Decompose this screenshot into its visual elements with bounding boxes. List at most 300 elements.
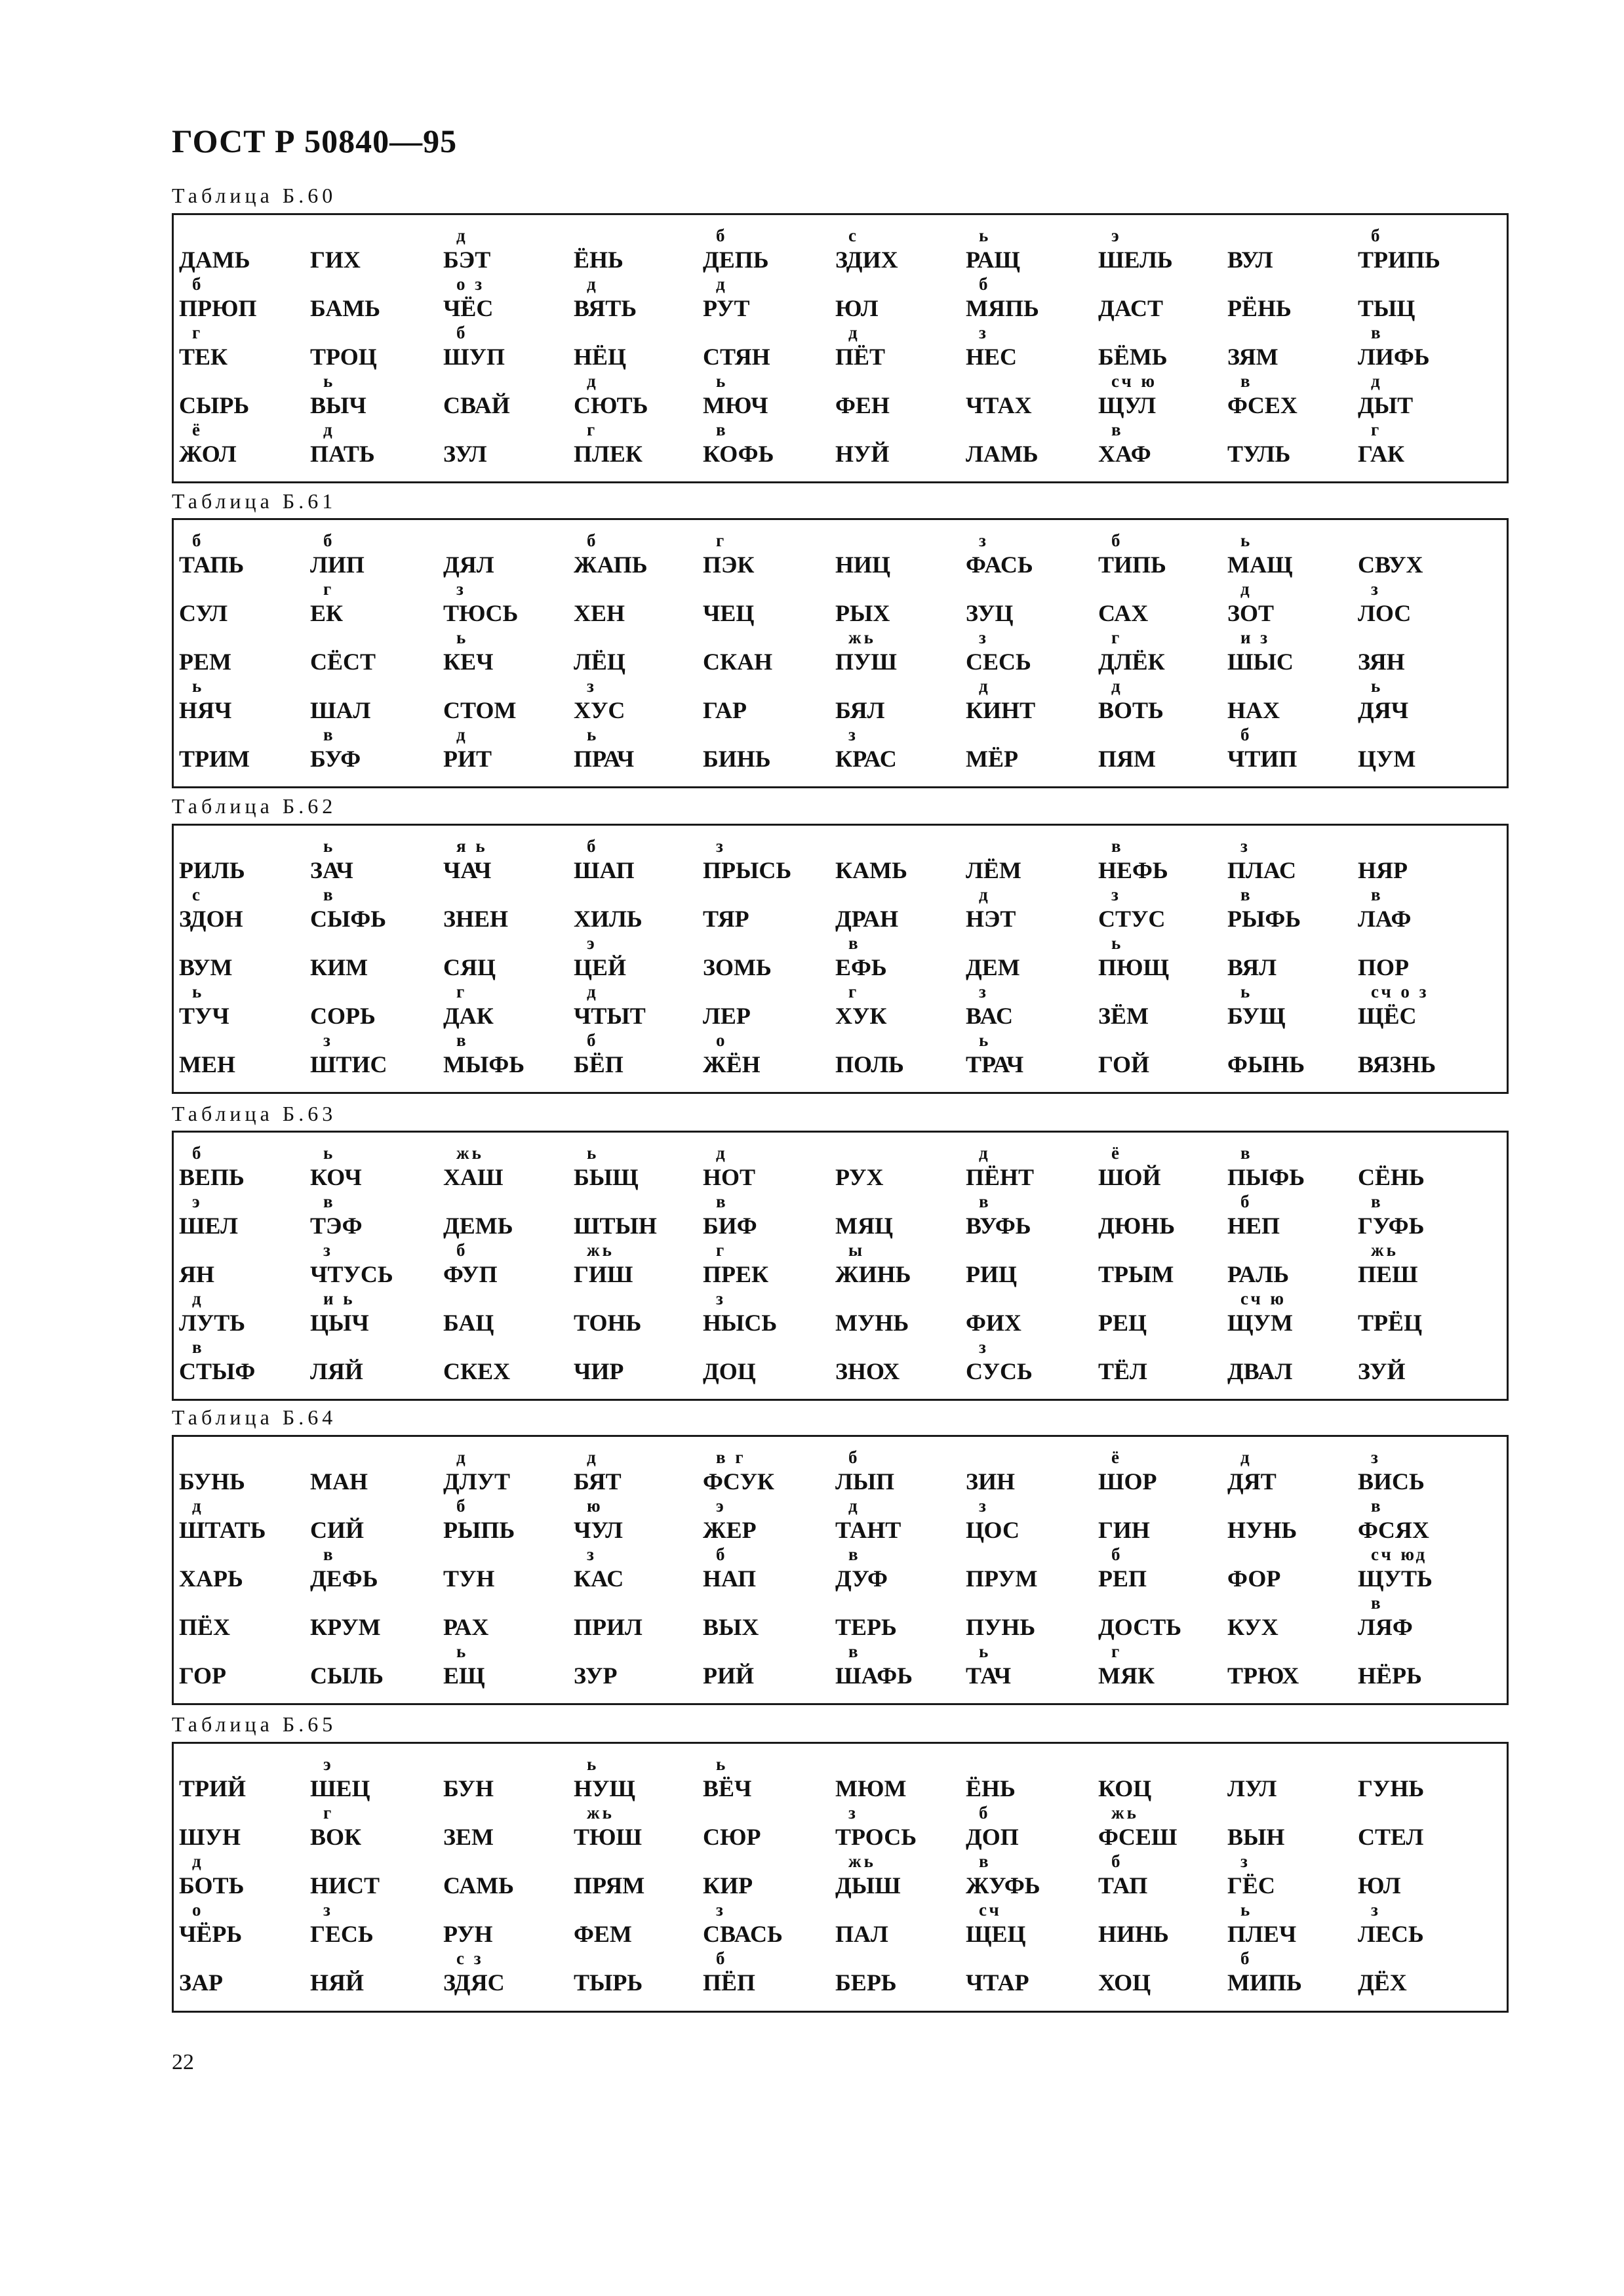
table-cell [179,1594,310,1643]
variant-letters: з [587,1544,597,1564]
table-cell [310,886,441,935]
test-word: ДЕМ [966,954,1020,980]
variant-letters: в [456,1030,469,1050]
variant-letters: д [323,420,335,439]
test-word: ЩЁС [1358,1003,1417,1029]
table-cell [443,324,574,373]
test-word: БЕРЬ [835,1969,897,1996]
table-cell [966,1193,1097,1241]
table-cell [1098,275,1229,324]
table-cell [703,837,834,886]
table-cell [835,629,966,677]
word-table [172,824,1509,1094]
variant-letters: з [979,1496,989,1516]
table-cell [1098,421,1229,470]
variant-letters: б [1240,1948,1252,1968]
test-word: РЕЦ [1098,1310,1147,1336]
test-word: ЗОТ [1227,600,1275,626]
variant-letters: в [1240,371,1253,391]
test-word: ПЛАС [1227,857,1297,883]
table-cell [966,324,1097,373]
variant-letters: ь [1240,982,1253,1001]
test-word: ПРЮП [179,295,257,321]
table-cell [1227,1339,1358,1387]
test-word: ВЫН [1227,1824,1285,1850]
test-word: БЫЩ [574,1164,639,1190]
table-cell [703,983,834,1032]
table-cell [574,1241,705,1290]
variant-letters: и ь [323,1289,355,1308]
table-cell [310,580,441,629]
test-word: СУЛ [179,600,228,626]
test-word: ПЮЩ [1098,954,1170,980]
test-word: ТРИПЬ [1358,247,1440,273]
test-word: РИТ [443,746,492,772]
table-cell [966,1290,1097,1339]
table-cell [703,580,834,629]
variant-letters: г [192,323,203,342]
table-cell [703,421,834,470]
test-word: МЮМ [835,1775,907,1802]
test-word: БЭТ [443,247,491,273]
table-cell [1098,726,1229,775]
test-word: ДОСТЬ [1098,1614,1182,1640]
table-cell [966,1804,1097,1853]
table-cell [1098,1643,1229,1691]
test-word: НАП [703,1565,757,1592]
test-word: ПРИЛ [574,1614,643,1640]
test-word: КОЦ [1098,1775,1152,1802]
table-cell [1358,1804,1489,1853]
table-cell [966,837,1097,886]
variant-letters: в [716,1192,728,1211]
table-cell [443,1144,574,1193]
test-word: ФЕМ [574,1921,632,1947]
table-cell [574,1756,705,1804]
test-word: ВУЛ [1227,247,1273,273]
table-cell [703,1853,834,1901]
variant-letters: з [323,1900,333,1920]
variant-letters: в [192,1337,205,1357]
variant-letters: з [1371,579,1381,599]
test-word: ФСЯХ [1358,1517,1429,1543]
test-word: ТРОСЬ [835,1824,917,1850]
test-word: РАЩ [966,247,1020,273]
test-word: МУНЬ [835,1310,909,1336]
test-word: ЗИН [966,1468,1016,1495]
variant-letters: в [323,725,336,744]
table-cell [1098,1339,1229,1387]
table-cell [1227,1193,1358,1241]
test-word: СВУХ [1358,552,1423,578]
table-cell [1358,983,1489,1032]
table-cell [310,837,441,886]
test-word: КОЧ [310,1164,362,1190]
table-cell [1098,324,1229,373]
test-word: ТУЛЬ [1227,441,1291,467]
variant-letters: з [716,1289,726,1308]
variant-letters: ё [1111,1447,1122,1467]
variant-letters: б [1111,531,1123,550]
table-cell [310,1241,441,1290]
test-word: ТАПЬ [179,552,245,578]
table-cell [966,1241,1097,1290]
table-cell [179,837,310,886]
table-cell [1227,726,1358,775]
test-word: ЩЕЦ [966,1921,1026,1947]
table-cell [1098,580,1229,629]
test-word: ТЕК [179,344,228,370]
table-cell [574,726,705,775]
variant-letters: д [456,725,468,744]
table-cell [574,1193,705,1241]
table-cell [835,1853,966,1901]
test-word: ЛЁМ [966,857,1021,883]
table-cell [179,1032,310,1080]
test-word: РЫХ [835,600,890,626]
table-cell [703,1449,834,1497]
test-word: ПРЫСЬ [703,857,792,883]
table-cell [179,1853,310,1901]
table-cell [310,1497,441,1546]
test-word: ПЕШ [1358,1261,1418,1287]
test-word: БАЦ [443,1310,494,1336]
table-cell [443,421,574,470]
table-cell [1098,1804,1229,1853]
variant-letters: в [1111,420,1124,439]
variant-letters: ь [1111,933,1124,953]
test-word: ШЫС [1227,649,1294,675]
variant-letters: ё [1111,1143,1122,1163]
test-word: ЦЕЙ [574,954,627,980]
table-cell [1358,275,1489,324]
test-word: ЗАР [179,1969,223,1996]
test-word: ТЮШ [574,1824,643,1850]
test-word: ШАП [574,857,635,883]
test-word: ЖЁН [703,1051,761,1078]
table-cell [703,1901,834,1950]
table-cell [966,1546,1097,1594]
test-word: ДЫТ [1358,392,1414,418]
table-cell [310,421,441,470]
table-cell [1227,1144,1358,1193]
variant-letters: б [848,1447,860,1467]
table-cell [1227,1241,1358,1290]
test-word: ЕФЬ [835,954,887,980]
test-word: ГИХ [310,247,361,273]
table-cell [966,629,1097,677]
table-cell [966,275,1097,324]
table-cell [179,1339,310,1387]
test-word: ДУФ [835,1565,888,1592]
variant-letters: д [979,885,991,904]
table-cell [966,532,1097,580]
test-word: ВЁЧ [703,1775,752,1802]
test-word: ЛИФЬ [1358,344,1430,370]
table-cell [1358,373,1489,421]
variant-letters: сч о з [1371,982,1429,1001]
variant-letters: я ь [456,836,488,856]
test-word: СКАН [703,649,773,675]
table-cell [1358,1756,1489,1804]
test-word: ПУШ [835,649,897,675]
table-cell [703,1804,834,1853]
table-cell [1358,324,1489,373]
table-cell [179,983,310,1032]
variant-letters: з [716,1900,726,1920]
test-word: НИЦ [835,552,891,578]
test-word: БАМЬ [310,295,381,321]
table-cell [835,532,966,580]
variant-letters: г [848,982,860,1001]
table-cell [835,1950,966,1998]
table-cell [1227,227,1358,275]
table-cell [703,1193,834,1241]
table-cell [703,373,834,421]
test-word: СТЫФ [179,1358,256,1384]
table-cell [966,886,1097,935]
variant-letters: о [716,1030,728,1050]
test-word: НИСТ [310,1872,380,1899]
table-cell [179,1144,310,1193]
test-word: ВУМ [179,954,233,980]
test-word: СВАСЬ [703,1921,783,1947]
variant-letters: з [979,982,989,1001]
test-word: КОФЬ [703,441,774,467]
table-cell [1358,1901,1489,1950]
test-word: ЧТЫТ [574,1003,646,1029]
table-cell [1098,1497,1229,1546]
test-word: НИНЬ [1098,1921,1169,1947]
variant-letters: з [979,531,989,550]
variant-letters: б [587,1030,599,1050]
table-cell [574,1950,705,1998]
test-word: СОРЬ [310,1003,376,1029]
table-cell [1098,1546,1229,1594]
test-word: НУЩ [574,1775,635,1802]
test-word: ТРЫМ [1098,1261,1174,1287]
table-cell [835,1497,966,1546]
test-word: ЗДЯС [443,1969,505,1996]
table-cell [1358,1643,1489,1691]
test-word: ЦЫЧ [310,1310,369,1336]
table-cell [310,275,441,324]
test-word: ШОР [1098,1468,1157,1495]
table-cell [1098,532,1229,580]
variant-letters: б [1240,725,1252,744]
word-table [172,518,1509,788]
test-word: ЛЫП [835,1468,895,1495]
variant-letters: ь [1371,676,1383,696]
test-word: ЩУЛ [1098,392,1157,418]
test-word: СТУС [1098,906,1166,932]
test-word: КЕЧ [443,649,494,675]
table-cell [835,1032,966,1080]
test-word: НЯЙ [310,1969,365,1996]
variant-letters: з [1240,1851,1250,1871]
table-cell [1098,1594,1229,1643]
test-word: КИНТ [966,697,1036,723]
test-word: ФАСЬ [966,552,1033,578]
variant-letters: б [192,531,204,550]
test-word: ШТИС [310,1051,387,1078]
variant-letters: д [587,371,599,391]
variant-letters: сч [979,1900,1002,1920]
variant-letters: ь [192,676,205,696]
table-cell [1227,677,1358,726]
test-word: НЁЦ [574,344,627,370]
table-cell [835,935,966,983]
variant-letters: з [587,676,597,696]
variant-letters: ь [1240,1900,1253,1920]
variant-letters: б [1111,1851,1123,1871]
test-word: ЕК [310,600,344,626]
table-cell [574,629,705,677]
test-word: ПРЕК [703,1261,769,1287]
table-cell [835,421,966,470]
table-cell [703,227,834,275]
test-word: ДОП [966,1824,1019,1850]
table-cell [966,935,1097,983]
test-word: КРУМ [310,1614,381,1640]
word-table [172,1435,1509,1705]
test-word: МЯЦ [835,1213,893,1239]
table-cell [179,1950,310,1998]
table-cell [310,373,441,421]
variant-letters: ь [587,1143,599,1163]
test-word: ЛУТЬ [179,1310,246,1336]
table-cell [574,677,705,726]
table-cell [179,1290,310,1339]
table-cell [835,677,966,726]
table-cell [835,373,966,421]
table-cell [443,983,574,1032]
test-word: ЛАФ [1358,906,1412,932]
table-cell [966,580,1097,629]
test-word: ЗУЙ [1358,1358,1406,1384]
test-word: ПЁТ [835,344,886,370]
test-word: ПРУМ [966,1565,1038,1592]
variant-letters: ь [979,226,991,245]
variant-letters: ь [716,1754,728,1774]
table-cell [310,935,441,983]
table-caption: Таблица Б.61 [172,489,337,513]
table-cell [835,1241,966,1290]
variant-letters: в [848,933,861,953]
table-cell [703,1546,834,1594]
test-word: РУТ [703,295,750,321]
test-word: БУЩ [1227,1003,1286,1029]
variant-letters: д [979,1143,991,1163]
test-word: ЁНЬ [574,247,624,273]
test-word: ШТЫН [574,1213,657,1239]
variant-letters: э [1111,226,1122,245]
test-word: ДАК [443,1003,494,1029]
table-cell [835,1449,966,1497]
test-word: ЛЯЙ [310,1358,363,1384]
test-word: ГУНЬ [1358,1775,1425,1802]
table-cell [310,1950,441,1998]
test-word: ПЁХ [179,1614,231,1640]
test-word: ХАШ [443,1164,504,1190]
table-cell [1358,1449,1489,1497]
test-word: КРАС [835,746,897,772]
table-cell [574,324,705,373]
test-word: РЫПЬ [443,1517,515,1543]
test-word: ВЯТЬ [574,295,637,321]
table-cell [703,726,834,775]
table-cell [179,1756,310,1804]
table-cell [1098,1241,1229,1290]
test-word: МЯПЬ [966,295,1039,321]
test-word: ЛЕР [703,1003,751,1029]
test-word: ЁНЬ [966,1775,1016,1802]
variant-letters: жь [587,1803,614,1823]
test-word: ГОР [179,1662,226,1689]
test-word: ЧИР [574,1358,624,1384]
test-word: ГИН [1098,1517,1150,1543]
test-word: НЯЧ [179,697,232,723]
variant-letters: з [848,1803,858,1823]
variant-letters: жь [456,1143,484,1163]
test-word: БЯТ [574,1468,622,1495]
table-cell [703,1241,834,1290]
table-cell [443,1594,574,1643]
test-word: ХАРЬ [179,1565,243,1592]
table-cell [179,726,310,775]
variant-letters: д [456,226,468,245]
test-word: БУН [443,1775,494,1802]
table-cell [703,629,834,677]
test-word: НЫСЬ [703,1310,778,1336]
table-cell [1358,1339,1489,1387]
table-cell [574,1339,705,1387]
variant-letters: д [1111,676,1123,696]
test-word: СЕСЬ [966,649,1031,675]
test-word: ЧУЛ [574,1517,623,1543]
variant-letters: в [1371,885,1383,904]
variant-letters: з [456,579,466,599]
variant-letters: б [979,274,991,294]
test-word: ВОК [310,1824,362,1850]
test-word: БИФ [703,1213,757,1239]
test-word: ТРОЦ [310,344,377,370]
table-cell [835,1804,966,1853]
table-cell [310,1853,441,1901]
test-word: ВАС [966,1003,1013,1029]
test-word: ТЮСЬ [443,600,519,626]
table-cell [1358,726,1489,775]
test-word: ГИШ [574,1261,633,1287]
table-cell [966,1901,1097,1950]
variant-letters: г [1111,1641,1122,1661]
test-word: ГУФЬ [1358,1213,1425,1239]
table-cell [966,1339,1097,1387]
table-cell [310,532,441,580]
variant-letters: в [848,1544,861,1564]
table-cell [835,886,966,935]
test-word: ДЁХ [1358,1969,1407,1996]
table-cell [443,1756,574,1804]
table-cell [179,1449,310,1497]
table-cell [1227,837,1358,886]
variant-letters: ь [1240,531,1253,550]
test-word: ТРЁЦ [1358,1310,1423,1336]
variant-letters: ы [848,1240,865,1260]
variant-letters: з [979,628,989,647]
table-cell [574,1853,705,1901]
variant-letters: э [192,1192,203,1211]
